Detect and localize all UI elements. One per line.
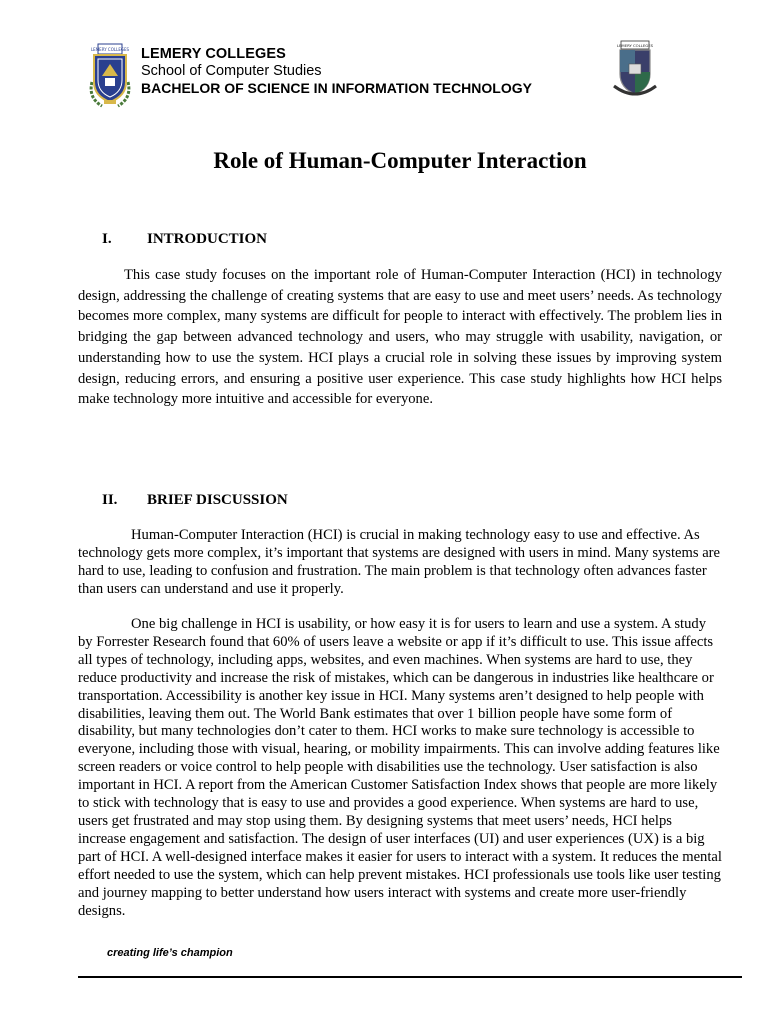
discussion-paragraph-1: Human-Computer Interaction (HCI) is crucial in making technology easy to use and effective. As technology gets more complex, it’s important that systems are designed with users in mind. Many systems are hard to use, leading to confusion and frustration. The main problem is that technology often advances faster than users can understand and use it properly.: [78, 527, 721, 597]
lemery-colleges-logo-right: [608, 40, 662, 102]
section-number: I.: [102, 231, 112, 247]
program-name: BACHELOR OF SCIENCE IN INFORMATION TECHNOLOGY: [141, 80, 532, 96]
section-number: II.: [102, 492, 118, 508]
introduction-paragraph: This case study focuses on the important role of Human-Computer Interaction (HCI) in technology design, addressing the challenge of creating systems that are easy to use and meet users’ needs. As technology becomes more complex, many systems are difficult for people to interact with effectively. The problem lies in bridging the gap between advanced technology and users, who may struggle with usability, navigation, or understanding how to use the system. HCI plays a crucial role in solving these issues by improving system design, reducing errors, and ensuring a positive user experience. This case study highlights how HCI helps make technology more intuitive and accessible for everyone.: [78, 267, 722, 408]
school-name: School of Computer Studies: [141, 63, 322, 79]
college-name: LEMERY COLLEGES: [141, 46, 286, 62]
section-heading-text: INTRODUCTION: [147, 231, 268, 247]
footer-tagline: creating life’s champion: [107, 947, 233, 959]
discussion-paragraph-2: One big challenge in HCI is usability, or how easy it is for users to learn and use a system. A study by Forrester Research found that 60% of users leave a website or app if it’s difficult to use. This issue affects all types of technology, including apps, websites, and even machines. When systems are hard to use, they reduce productivity and increase the risk of mistakes, which can be dangerous in industries like healthcare or transportation. Accessibility is another key issue in HCI. Many systems aren’t designed to help people with disabilities, leaving them out. The World Bank estimates that over 1 billion people have some form of disability, but many technologies don’t cater to them. HCI works to make sure technology is accessible to everyone, including those with visual, hearing, or mobility impairments. This can involve adding features like screen readers or voice control to help people with disabilities use the technology. User satisfaction is also important in HCI. A report from the American Customer Satisfaction Index shows that people are more likely to stick with technology that is easy to use and provides a good experience. When systems are hard to use, users get frustrated and may stop using them. By designing systems that meet users’ needs, HCI helps increase engagement and satisfaction. The design of user interfaces (UI) and user experiences (UX) is a big part of HCI. A well-designed interface makes it easier for users to interact with a system. It reduces the mental effort needed to use the system, which can help prevent mistakes. HCI professionals use tools like user testing and journey mapping to better understand how users interact with systems and create more user-friendly designs.: [78, 616, 722, 919]
document-title: Role of Human-Computer Interaction: [213, 148, 587, 173]
page-header: [84, 40, 684, 110]
right-logo-text: LEMERY COLLEGES: [616, 43, 654, 48]
header-text: [141, 46, 532, 97]
left-logo-text: LEMERY COLLEGES: [90, 47, 130, 52]
footer-divider: [78, 976, 742, 978]
lemery-colleges-logo-left: [84, 42, 136, 110]
section-heading-text: BRIEF DISCUSSION: [147, 492, 288, 508]
